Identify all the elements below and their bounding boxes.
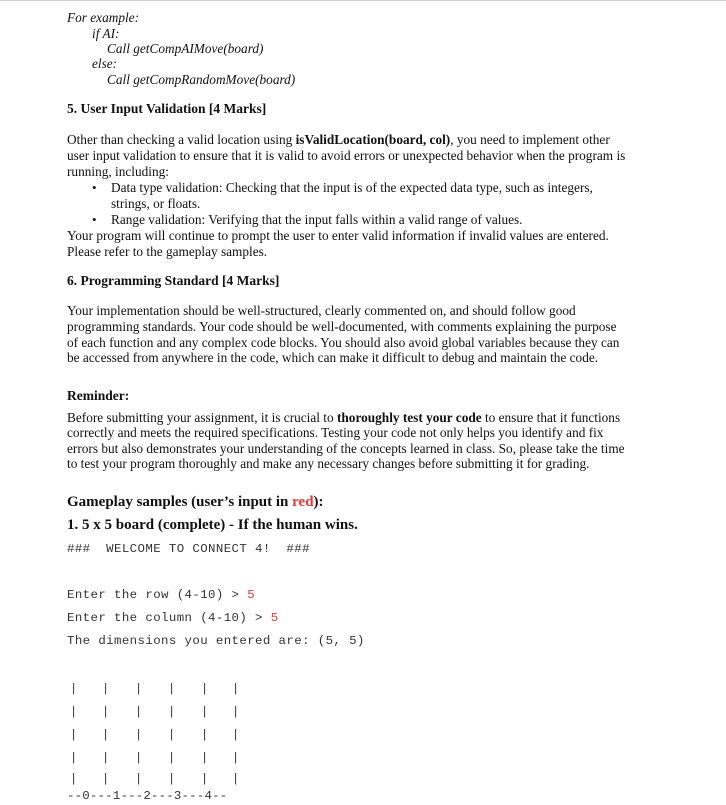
gameplay-heading-post: ): bbox=[313, 494, 324, 510]
board-bar: | bbox=[201, 682, 209, 696]
section6-heading: 6. Programming Standard [4 Marks] bbox=[67, 273, 280, 288]
section6-line2: programming standards. Your code should be well-documented, with comments explaining the purpose bbox=[67, 319, 617, 334]
example-label: For example: bbox=[67, 10, 139, 25]
reminder-line2: correctly and meets the required specifications. Testing your code not only helps you identify and fix bbox=[67, 425, 604, 440]
gameplay-subheading: 1. 5 x 5 board (complete) - If the human wins. bbox=[67, 517, 358, 533]
board-bar: | bbox=[168, 751, 176, 765]
board-bar: | bbox=[168, 682, 176, 696]
row-prompt-line bbox=[67, 587, 255, 603]
board-bar: | bbox=[135, 772, 143, 786]
reminder-line1 bbox=[67, 410, 620, 426]
board-bar: | bbox=[102, 682, 110, 696]
gameplay-heading-red: red bbox=[292, 494, 314, 510]
board-bar: | bbox=[70, 682, 78, 696]
board-bar: | bbox=[168, 772, 176, 786]
section5-line3: running, including: bbox=[67, 164, 169, 179]
board-bar: | bbox=[232, 751, 240, 765]
reminder-emphasis: thoroughly test your code bbox=[336, 410, 482, 425]
board-bar: | bbox=[232, 682, 240, 696]
reminder-line3: errors but also demonstrates your understanding of the concepts learned in class. So, please take the time bbox=[67, 441, 625, 456]
section5-line4: Your program will continue to prompt the user to enter valid information if invalid values are entered. bbox=[67, 228, 609, 243]
section5-line2: user input validation to ensure that it is valid to avoid errors or unexpected behavior when the program is bbox=[67, 148, 626, 163]
board-bar: | bbox=[168, 728, 176, 742]
board-bar: | bbox=[102, 751, 110, 765]
section5-line1-post: , you need to implement other bbox=[450, 132, 610, 147]
board-bar: | bbox=[232, 728, 240, 742]
row-prompt: Enter the row (4-10) > bbox=[67, 588, 248, 602]
board-bar: | bbox=[135, 728, 143, 742]
example-if-ai: if AI: bbox=[92, 26, 120, 41]
section5-bullet1-a: Data type validation: Checking that the input is of the expected data type, such as integers, bbox=[111, 180, 593, 195]
board-bar: | bbox=[102, 705, 110, 719]
board-bar: | bbox=[232, 705, 240, 719]
section5-bullet2: Range validation: Verifying that the input falls within a valid range of values. bbox=[111, 212, 523, 227]
reminder-heading: Reminder: bbox=[67, 388, 130, 403]
reminder-line1-post: to ensure that it functions bbox=[481, 410, 621, 425]
board-bar: | bbox=[232, 772, 240, 786]
dimensions-line: The dimensions you entered are: (5, 5) bbox=[67, 634, 365, 648]
col-input-value: 5 bbox=[270, 611, 279, 625]
board-bar: | bbox=[135, 705, 143, 719]
page-top-border bbox=[0, 0, 726, 1]
section6-line3: of each function and any complex code blocks. You should also avoid global variables because they can bbox=[67, 335, 620, 350]
bullet-icon: • bbox=[92, 212, 97, 227]
board-bar: | bbox=[70, 728, 78, 742]
section5-line1 bbox=[67, 132, 610, 148]
row-input-value: 5 bbox=[247, 588, 256, 602]
board-bar: | bbox=[168, 705, 176, 719]
board-bar: | bbox=[70, 705, 78, 719]
col-prompt: Enter the column (4-10) > bbox=[67, 611, 271, 625]
example-call-random: Call getCompRandomMove(board) bbox=[107, 72, 296, 87]
section5-line1-pre: Other than checking a valid location using bbox=[67, 132, 296, 147]
board-bar: | bbox=[201, 728, 209, 742]
gameplay-heading-pre: Gameplay samples (user’s input in bbox=[67, 494, 293, 510]
bullet-icon: • bbox=[92, 180, 97, 195]
section6-line4: be accessed from anywhere in the code, which can make it difficult to debug and maintain the code. bbox=[67, 350, 599, 365]
section5-line5: Please refer to the gameplay samples. bbox=[67, 244, 268, 259]
section5-bullet1-b: strings, or floats. bbox=[111, 196, 201, 211]
board-bar: | bbox=[201, 772, 209, 786]
board-footer: --0---1---2---3---4-- bbox=[67, 789, 228, 803]
welcome-banner: ### WELCOME TO CONNECT 4! ### bbox=[67, 542, 310, 556]
example-else: else: bbox=[92, 56, 118, 71]
reminder-line4: to test your program thoroughly and make any necessary changes before submitting it for grading. bbox=[67, 456, 590, 471]
col-prompt-line bbox=[67, 610, 279, 626]
section5-heading: 5. User Input Validation [4 Marks] bbox=[67, 101, 267, 116]
section6-line1: Your implementation should be well-structured, clearly commented on, and should follow good bbox=[67, 303, 576, 318]
example-call-ai: Call getCompAIMove(board) bbox=[107, 41, 264, 56]
board-bar: | bbox=[201, 705, 209, 719]
gameplay-heading bbox=[67, 494, 324, 510]
board-bar: | bbox=[70, 772, 78, 786]
board-bar: | bbox=[201, 751, 209, 765]
board-bar: | bbox=[70, 751, 78, 765]
board-bar: | bbox=[102, 772, 110, 786]
section5-function-ref: isValidLocation(board, col) bbox=[295, 132, 451, 147]
board-bar: | bbox=[135, 682, 143, 696]
reminder-line1-pre: Before submitting your assignment, it is crucial to bbox=[67, 410, 337, 425]
board-bar: | bbox=[102, 728, 110, 742]
board-bar: | bbox=[135, 751, 143, 765]
